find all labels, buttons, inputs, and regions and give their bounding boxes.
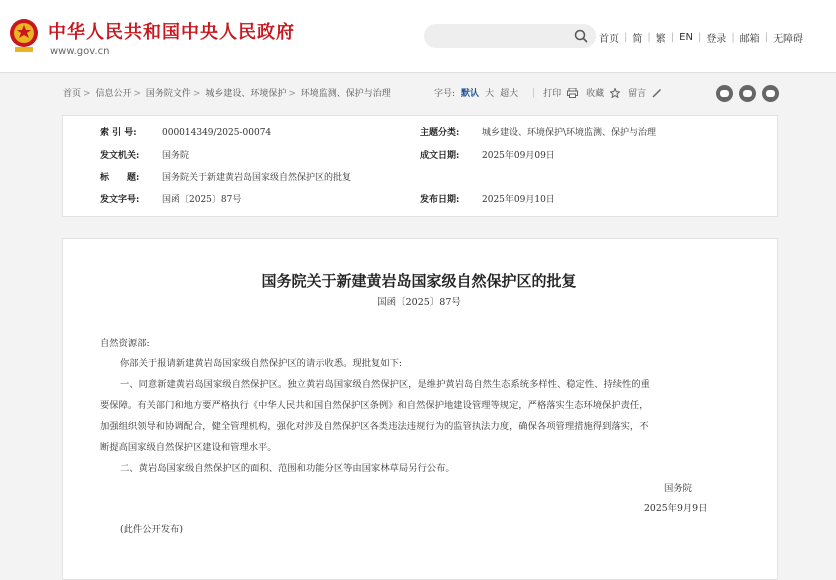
article-line: 二、黄岩岛国家级自然保护区的面积、范围和功能分区等由国家林草局另行公布。 [120,463,455,474]
breadcrumb-urban-environment[interactable]: 城乡建设、环境保护 [205,89,287,99]
favorite-button[interactable]: 收藏 [586,89,605,99]
breadcrumb-info-public[interactable]: 信息公开 [95,89,132,99]
print-button[interactable]: 打印 [543,89,562,99]
issuer-row [100,148,189,161]
article-line: 一、同意新建黄岩岛国家级自然保护区。独立黄岩岛国家级自然保护区，是维护黄岩岛自然生态系统多样性、稳定性、持续性的重 [120,379,650,390]
font-size-label: 字号: [434,89,456,99]
nav-mail[interactable]: 邮箱 [739,33,760,45]
national-emblem-icon[interactable] [8,16,40,56]
weibo-share-icon[interactable] [716,85,733,102]
topic-label: 主题分类: [420,128,460,138]
nav-english[interactable]: EN [679,31,693,43]
print-icon[interactable] [567,88,578,98]
publish-date-value: 2025年09月10日 [482,195,555,205]
article-line: 断提高国家级自然保护区建设和管理水平。 [100,442,277,453]
wechat-share-icon[interactable] [739,85,756,102]
breadcrumb-separator: > [288,89,296,99]
index-number-row [100,125,271,138]
breadcrumb-separator: > [133,89,141,99]
nav-separator: | [731,31,735,43]
site-title[interactable]: 中华人民共和国中央人民政府 [48,22,295,43]
nav-accessibility[interactable]: 无障碍 [773,33,804,45]
publish-date-label: 发布日期: [420,195,460,205]
nav-separator: | [764,31,769,43]
tools-separator: | [532,87,536,98]
font-size-default[interactable]: 默认 [461,89,480,99]
nav-home[interactable]: 首页 [599,33,619,45]
document-number-value: 国函〔2025〕87号 [162,195,242,205]
nav-simplified[interactable]: 简 [632,33,643,45]
pencil-icon[interactable] [652,88,662,98]
issuer-label: 发文机关: [100,151,140,161]
article-line: 要保障。有关部门和地方要严格执行《中华人民共和国自然保护区条例》和自然保护地建设管理等规定，严格落实生态环境保护责任， [100,400,649,411]
star-icon[interactable] [610,88,620,98]
written-date-value: 2025年09月09日 [482,151,555,161]
breadcrumb-home[interactable]: 首页 [63,89,82,99]
index-number-label: 索 引 号: [100,128,137,138]
written-date-row [420,148,555,161]
topic-row [420,125,656,138]
breadcrumb-state-council-docs[interactable]: 国务院文件 [145,89,191,99]
article-public-note: (此件公开发布) [120,524,184,535]
breadcrumb-separator: > [192,89,201,99]
search-input[interactable] [424,24,596,48]
topic-value: 城乡建设、环境保护\环境监测、保护与治理 [482,128,657,138]
breadcrumb [63,86,391,99]
nav-separator: | [670,31,675,43]
breadcrumb-environment-monitoring[interactable]: 环境监测、保护与治理 [300,89,391,99]
article-document-number: 国函〔2025〕87号 [377,297,461,308]
written-date-label: 成文日期: [420,151,460,161]
index-number-value: 000014349/2025-00074 [162,128,272,138]
breadcrumb-separator: > [83,89,91,99]
nav-separator: | [697,31,702,43]
title-label: 标 题: [100,173,140,183]
article-sign-date: 2025年9月9日 [644,503,708,514]
share-buttons [716,85,779,102]
nav-separator: | [647,31,651,43]
comment-button[interactable]: 留言 [628,89,647,99]
article-tools [434,86,662,99]
article-line: 加强组织领导和协调配合，健全管理机构，强化对涉及自然保护区各类违法违规行为的监管执法力度，确保各项管理措施得到落实，不 [100,421,649,432]
font-size-large[interactable]: 大 [485,89,495,99]
nav-separator: | [624,31,628,43]
issuer-value: 国务院 [162,151,190,161]
article-addressee: 自然资源部: [100,338,150,349]
article-line: 你部关于报请新建黄岩岛国家级自然保护区的请示收悉。现批复如下: [120,358,403,369]
article-title: 国务院关于新建黄岩岛国家级自然保护区的批复 [261,272,577,290]
title-value: 国务院关于新建黄岩岛国家级自然保护区的批复 [162,173,352,183]
font-size-xlarge[interactable]: 超大 [500,89,519,99]
top-nav [594,28,808,46]
document-number-row [100,192,241,205]
document-number-label: 发文字号: [100,195,140,205]
nav-login[interactable]: 登录 [706,33,727,45]
site-domain: www.gov.cn [50,46,110,57]
qzone-share-icon[interactable] [762,85,779,102]
nav-traditional[interactable]: 繁 [655,33,666,45]
title-row [100,170,351,183]
search-icon[interactable] [574,29,588,43]
publish-date-row [420,192,555,205]
article-signer: 国务院 [664,483,692,494]
